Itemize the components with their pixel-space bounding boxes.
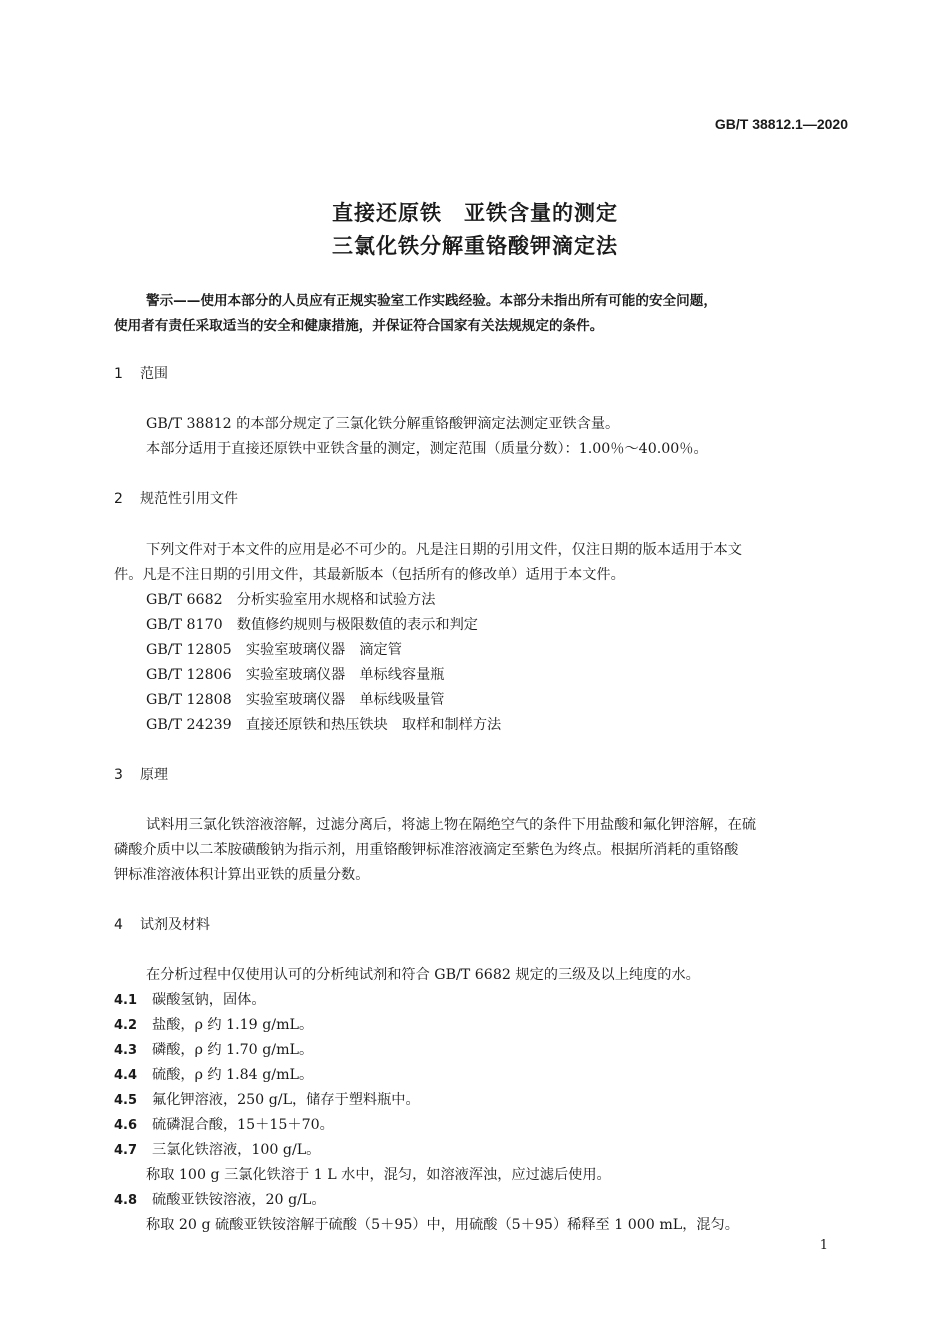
section-1-heading — [114, 363, 168, 383]
page-number: 1 — [819, 1238, 828, 1253]
item-number: 4.5 — [114, 1093, 138, 1108]
item-text: 硫酸，ρ 约 1.84 g/mL。 — [152, 1067, 314, 1083]
standard-number: GB/T 38812.1—2020 — [714, 116, 848, 132]
section-2-heading — [114, 488, 238, 508]
reagent-item — [114, 1014, 313, 1034]
reference-item: GB/T 8170 数值修约规则与极限数值的表示和判定 — [146, 617, 478, 633]
item-number: 4.8 — [114, 1193, 138, 1208]
s3-line-2: 磷酸介质中以二苯胺磺酸钠为指示剂，用重铬酸钾标准溶液滴定至紫色为终点。根据所消耗的重铬酸 — [114, 842, 739, 858]
section-number: 3 — [114, 767, 123, 783]
item-number: 4.1 — [114, 993, 138, 1008]
reference-item: GB/T 6682 分析实验室用水规格和试验方法 — [146, 592, 436, 608]
item-text: 碳酸氢钠，固体。 — [152, 992, 266, 1008]
s3-line-1: 试料用三氯化铁溶液溶解，过滤分离后，将滤上物在隔绝空气的条件下用盐酸和氟化钾溶解，在硫 — [146, 817, 757, 833]
reagent-item — [114, 1089, 420, 1109]
item-text: 硫磷混合酸，15＋15＋70。 — [152, 1117, 334, 1133]
reference-item: GB/T 12806 实验室玻璃仪器 单标线容量瓶 — [146, 667, 445, 683]
section-number: 2 — [114, 491, 123, 507]
section-4-heading — [114, 914, 210, 934]
s2-intro-line-1: 下列文件对于本文件的应用是必不可少的。凡是注日期的引用文件，仅注日期的版本适用于本文 — [146, 542, 742, 558]
reference-item: GB/T 12805 实验室玻璃仪器 滴定管 — [146, 642, 402, 658]
reagent-item — [114, 1189, 326, 1209]
reagent-item — [114, 1064, 313, 1084]
item-text: 三氯化铁溶液，100 g/L。 — [152, 1142, 321, 1158]
warning-line-2: 使用者有责任采取适当的安全和健康措施，并保证符合国家有关法规规定的条件。 — [114, 318, 604, 334]
item-number: 4.2 — [114, 1018, 138, 1033]
section-number: 1 — [114, 366, 123, 382]
s2-intro-line-2: 件。凡是不注日期的引用文件，其最新版本（包括所有的修改单）适用于本文件。 — [114, 567, 625, 583]
item-number: 4.4 — [114, 1068, 138, 1083]
item-text: 硫酸亚铁铵溶液，20 g/L。 — [152, 1192, 326, 1208]
reagent-note: 称取 20 g 硫酸亚铁铵溶解于硫酸（5＋95）中，用硫酸（5＋95）稀释至 1 000 mL，混匀。 — [146, 1217, 739, 1233]
reagent-item — [114, 1114, 334, 1134]
item-text: 盐酸，ρ 约 1.19 g/mL。 — [152, 1017, 314, 1033]
s1-paragraph-2: 本部分适用于直接还原铁中亚铁含量的测定，测定范围（质量分数）：1.00％～40.00％。 — [146, 441, 708, 457]
s4-intro: 在分析过程中仅使用认可的分析纯试剂和符合 GB/T 6682 规定的三级及以上纯度的水。 — [146, 967, 700, 983]
s1-paragraph-1: GB/T 38812 的本部分规定了三氯化铁分解重铬酸钾滴定法测定亚铁含量。 — [146, 416, 620, 432]
section-title: 原理 — [140, 767, 168, 783]
reference-item: GB/T 24239 直接还原铁和热压铁块 取样和制样方法 — [146, 717, 502, 733]
item-text: 磷酸，ρ 约 1.70 g/mL。 — [152, 1042, 314, 1058]
item-number: 4.6 — [114, 1118, 138, 1133]
title-line-2: 三氯化铁分解重铬酸钾滴定法 — [332, 234, 618, 258]
item-number: 4.7 — [114, 1143, 138, 1158]
reagent-item — [114, 1139, 320, 1159]
section-title: 规范性引用文件 — [140, 491, 238, 507]
reagent-note: 称取 100 g 三氯化铁溶于 1 L 水中，混匀，如溶液浑浊，应过滤后使用。 — [146, 1167, 611, 1183]
section-number: 4 — [114, 917, 123, 933]
s3-line-3: 钾标准溶液体积计算出亚铁的质量分数。 — [114, 867, 370, 883]
reagent-item — [114, 989, 266, 1009]
item-text: 氟化钾溶液，250 g/L，储存于塑料瓶中。 — [152, 1092, 420, 1108]
section-title: 试剂及材料 — [140, 917, 210, 933]
item-number: 4.3 — [114, 1043, 138, 1058]
warning-line-1: 警示——使用本部分的人员应有正规实验室工作实践经验。本部分未指出所有可能的安全问题， — [146, 293, 717, 309]
section-title: 范围 — [140, 366, 168, 382]
reagent-item — [114, 1039, 313, 1059]
title-line-1: 直接还原铁 亚铁含量的测定 — [332, 201, 618, 225]
reference-item: GB/T 12808 实验室玻璃仪器 单标线吸量管 — [146, 692, 445, 708]
section-3-heading — [114, 764, 168, 784]
